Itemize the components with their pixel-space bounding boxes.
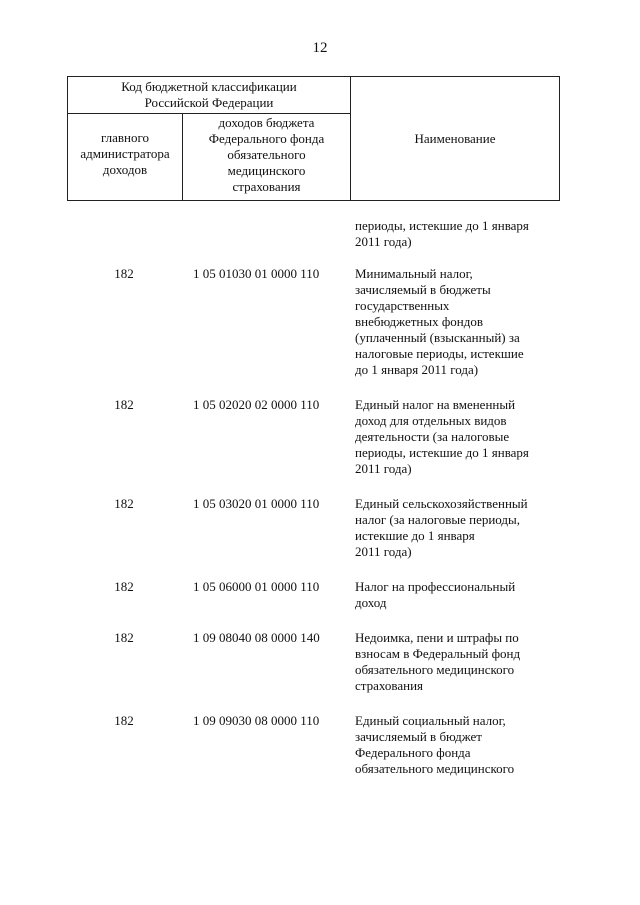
row-budget-code: 1 05 01030 01 0000 110 <box>193 266 320 281</box>
row-budget-code: 1 09 09030 08 0000 110 <box>193 713 320 728</box>
row-name: Единый социальный налог, зачисляемый в бюджет Федерального фонда обязательного медицинского <box>355 713 515 776</box>
row-admin-code: 182 <box>114 496 134 511</box>
row-name: Минимальный налог, зачисляемый в бюджеты государственных внебюджетных фондов (уплаченный (взысканный) за налоговые периоды, истекшие до 1 января 2011 года) <box>355 266 524 377</box>
table-row <box>67 496 560 560</box>
row-name: Недоимка, пени и штрафы по взносам в Федеральный фонд обязательного медицинского страхования <box>355 630 521 693</box>
row-admin-code: 182 <box>114 266 134 281</box>
header-main-administrator: главного администратора доходов <box>80 130 170 177</box>
row-budget-code: 1 05 06000 01 0000 110 <box>193 579 320 594</box>
table-body <box>67 218 560 777</box>
table-row <box>67 630 560 694</box>
table-row <box>67 397 560 477</box>
table-header <box>67 76 560 201</box>
table-row <box>67 713 560 777</box>
row-admin-code: 182 <box>114 713 134 728</box>
row-budget-code: 1 05 03020 01 0000 110 <box>193 496 320 511</box>
row-admin-code: 182 <box>114 397 134 412</box>
row-name: Единый сельскохозяйственный налог (за налоговые периоды, истекшие до 1 января 2011 года) <box>355 496 528 559</box>
row-name: Единый налог на вмененный доход для отдельных видов деятельности (за налоговые периоды, истекшие до 1 января 2011 года) <box>355 397 529 476</box>
row-budget-code: 1 05 02020 02 0000 110 <box>193 397 320 412</box>
header-fund-revenues: доходов бюджета Федерального фонда обязательного медицинского страхования <box>208 115 325 194</box>
row-admin-code: 182 <box>114 630 134 645</box>
header-name: Наименование <box>414 131 496 146</box>
table-row <box>67 579 560 611</box>
row-name: Налог на профессиональный доход <box>355 579 516 610</box>
table-row <box>67 266 560 378</box>
header-divider <box>68 113 350 114</box>
row-budget-code: 1 09 08040 08 0000 140 <box>193 630 320 645</box>
row-admin-code: 182 <box>114 579 134 594</box>
table-row <box>67 218 560 250</box>
row-name: периоды, истекшие до 1 января 2011 года) <box>355 218 529 249</box>
page-number: 12 <box>312 40 328 56</box>
header-budget-classification: Код бюджетной классификации Российской Федерации <box>121 79 297 110</box>
